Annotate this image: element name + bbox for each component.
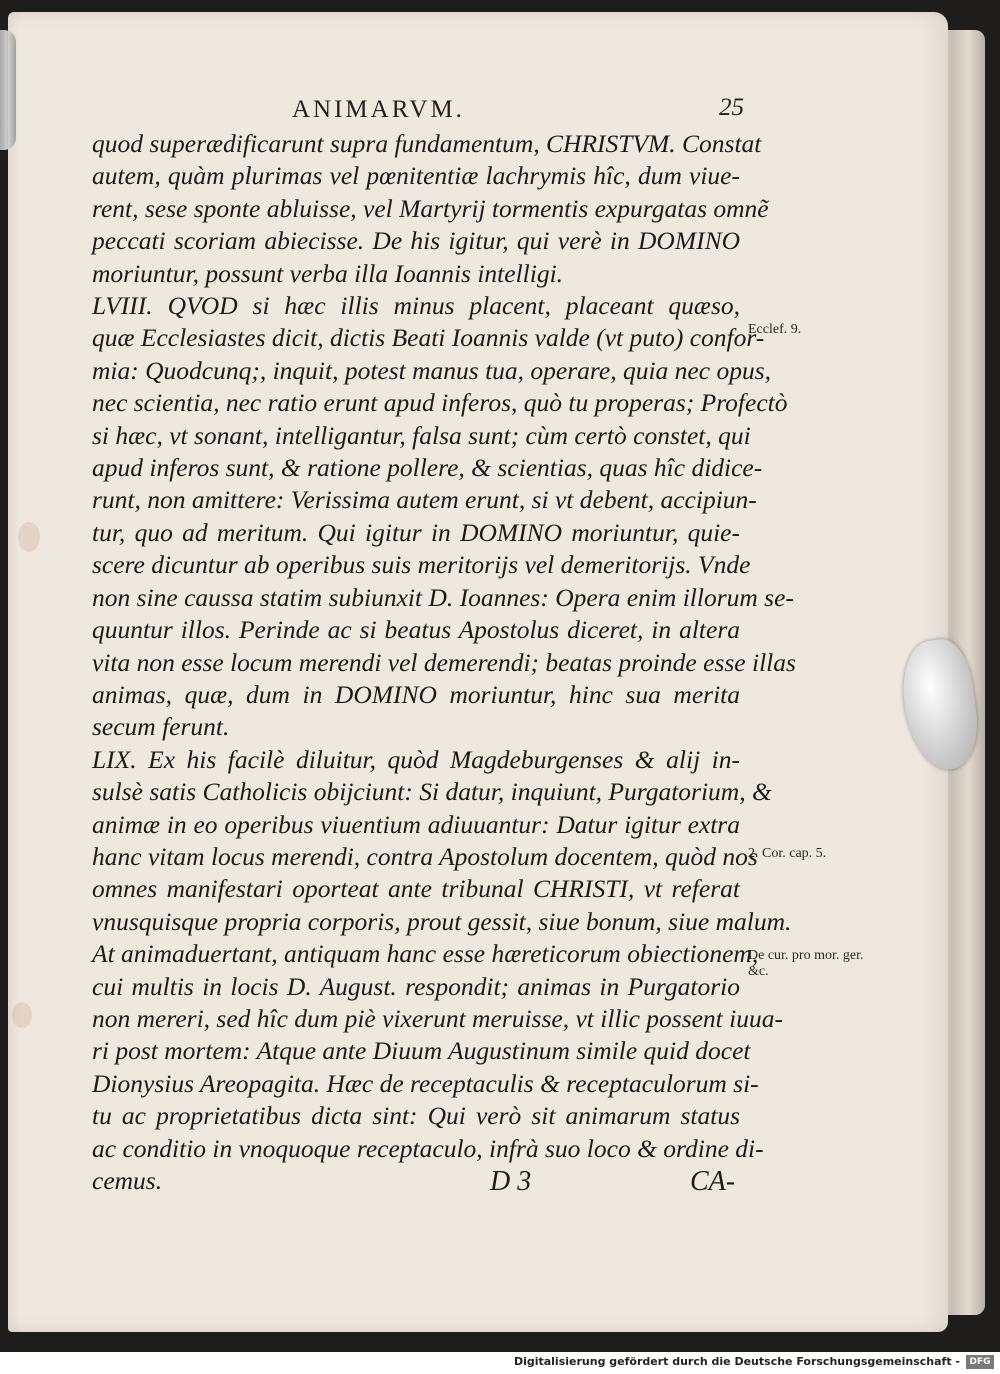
text-line: vnusquisque propria corporis, prout gessit, siue bonum, siue malum. xyxy=(92,906,792,936)
text-line: quæ Ecclesiastes dicit, dictis Beati Ioannis valde (vt puto) confor- xyxy=(92,323,765,353)
text-line: non mereri, sed hîc dum piè vixerunt meruisse, vt illic possent iuua- xyxy=(92,1003,783,1033)
stain xyxy=(12,1002,32,1028)
text-line: animas, quæ, dum in DOMINO moriuntur, hinc sua merita xyxy=(92,679,740,709)
catchword: CA- xyxy=(690,1166,736,1197)
text-line: quod superædificarunt supra fundamentum, CHRISTVM. Constat xyxy=(92,129,762,158)
text-line: mia: Quodcunq;, inquit, potest manus tua, operare, quia nec opus, xyxy=(92,355,771,385)
text-line: scere dicuntur ab operibus suis meritorijs vel demeritorijs. Vnde xyxy=(92,550,751,580)
text-line: peccati scoriam abiecisse. De his igitur, qui verè in DOMINO xyxy=(92,226,740,256)
stain xyxy=(18,522,40,552)
text-line: At animaduertant, antiquam hanc esse hæreticorum obiectionem, xyxy=(92,939,759,969)
footer xyxy=(0,1352,1000,1374)
text-line: cemus. xyxy=(92,1166,163,1195)
running-title: ANIMARVM. xyxy=(292,96,465,123)
text-line: moriuntur, possunt verba illa Ioannis intelligi. xyxy=(92,258,564,288)
running-header xyxy=(292,96,762,130)
text-line: runt, non amittere: Verissima autem erunt, si vt debent, accipiun- xyxy=(92,485,757,515)
text-line: apud inferos sunt, & ratione pollere, & scientias, quas hîc didice- xyxy=(92,453,763,483)
text-line: sulsè satis Catholicis obijciunt: Si datur, inquiunt, Purgatorium, & xyxy=(92,777,772,807)
text-line: vita non esse locum merendi vel demerendi; beatas proinde esse illas xyxy=(92,647,796,677)
text-line: Dionysius Areopagita. Hæc de receptaculis & receptaculorum si- xyxy=(92,1068,759,1098)
glass-clip-left xyxy=(0,30,16,150)
text-line: nec scientia, nec ratio erunt apud inferos, quò tu properas; Profectò xyxy=(92,388,788,418)
margin-note: Ecclef. 9. xyxy=(748,322,802,337)
text-line: ri post mortem: Atque ante Diuum Augustinum simile quid docet xyxy=(92,1036,751,1066)
text-line: si hæc, vt sonant, intelligantur, falsa sunt; cùm certò constet, qui xyxy=(92,420,751,450)
text-line: omnes manifestari oporteat ante tribunal CHRISTI, vt referat xyxy=(92,874,740,904)
text-line: rent, sese sponte abluisse, vel Martyrij tormentis expurgatas omnẽ xyxy=(92,193,769,223)
text-line: animæ in eo operibus viuentium adiuuantur: Datur igitur extra xyxy=(92,809,740,839)
dfg-logo: DFG xyxy=(966,1355,994,1369)
text-line: quuntur illos. Perinde ac si beatus Apostolus diceret, in altera xyxy=(92,615,740,645)
margin-note: 2. Cor. cap. 5. xyxy=(748,846,827,861)
text-line: ac conditio in vnoquoque receptaculo, infrà suo loco & ordine di- xyxy=(92,1133,764,1163)
text-line: secum ferunt. xyxy=(92,712,230,742)
text-line: LVIII. QVOD si hæc illis minus placent, placeant quæso, xyxy=(92,291,740,321)
signature-mark: D 3 xyxy=(490,1166,532,1197)
text-line: tur, quo ad meritum. Qui igitur in DOMINO moriuntur, quie- xyxy=(92,517,740,547)
text-line: tu ac proprietatibus dicta sint: Qui verò sit animarum status xyxy=(92,1101,740,1131)
text-line: autem, quàm plurimas vel pœnitentiæ lachrymis hîc, dum viue- xyxy=(92,161,740,191)
margin-note: De cur. pro mor. ger. &c. xyxy=(748,948,864,979)
text-line: cui multis in locis D. August. respondit; animas in Purgatorio xyxy=(92,971,740,1001)
text-line: non sine caussa statim subiunxit D. Ioannes: Opera enim illorum se- xyxy=(92,582,794,612)
text-line: hanc vitam locus merendi, contra Apostolum docentem, quòd nos xyxy=(92,841,758,871)
page-number: 25 xyxy=(719,94,744,121)
footer-credit: Digitalisierung gefördert durch die Deutsche Forschungsgemeinschaft - xyxy=(513,1355,960,1368)
text-line: LIX. Ex his facilè diluitur, quòd Magdeburgenses & alij in- xyxy=(92,744,740,774)
